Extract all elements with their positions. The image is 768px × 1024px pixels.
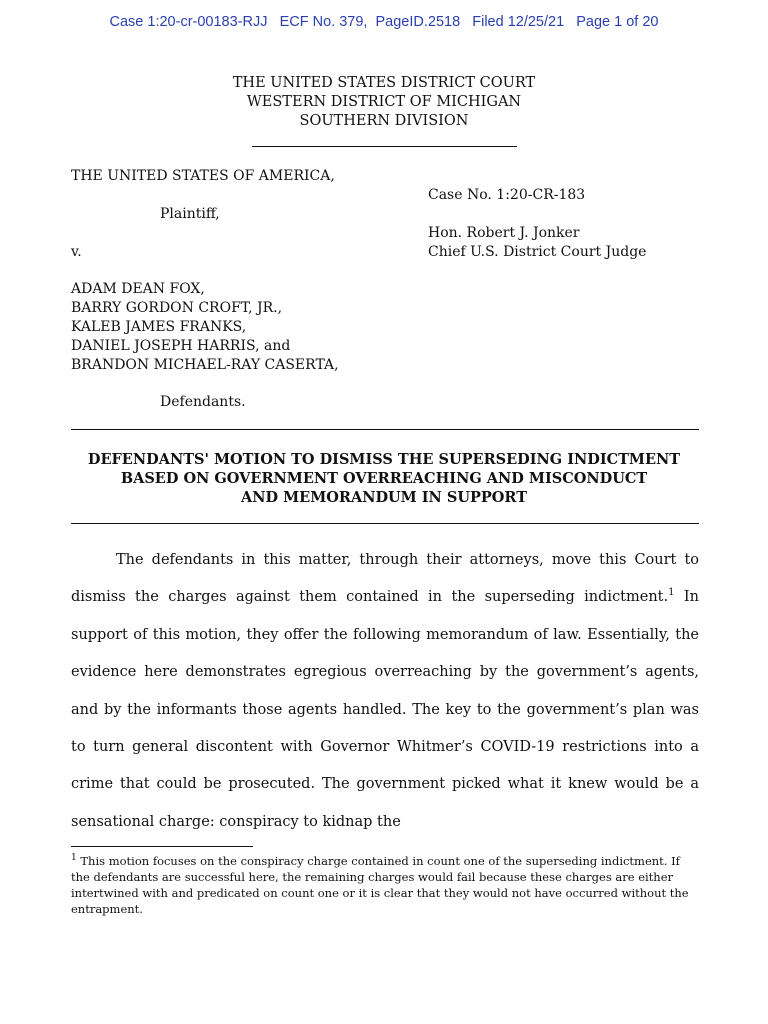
footnote-text: This motion focuses on the conspiracy charge contained in count one of the superseding indictment. If the defendants are successful here, the remaining charges would fail because these charges are either intertwined with and predicated on count one or it is clear that they would not have occurred without the entrapment.	[71, 854, 689, 916]
title-line-2: BASED ON GOVERNMENT OVERREACHING AND MISCONDUCT	[120, 470, 648, 487]
ecf-number: ECF No. 379,	[279, 14, 368, 30]
footnote-mark: 1	[71, 853, 77, 864]
defendant-list	[71, 280, 339, 375]
defendant-name: ADAM DEAN FOX,	[71, 281, 205, 297]
title-divider-top	[71, 429, 699, 430]
ecf-header	[0, 14, 768, 30]
defendant-name: KALEB JAMES FRANKS,	[71, 319, 247, 335]
motion-title	[0, 450, 768, 507]
body-text-part-2: In support of this motion, they offer the following memorandum of law. Essentially, the evidence here demonstrates egregious overreaching by the government’s agents, and by the informants those agents handled. The key to the government’s plan was to turn general discontent with Governor Whitmer’s COVID-19 restrictions into a crime that could be prosecuted. The government picked what it knew would be a sensational charge: conspiracy to kidnap the	[71, 589, 699, 830]
defendant-name: BARRY GORDON CROFT, JR.,	[71, 300, 283, 316]
page-count: Page 1 of 20	[576, 14, 659, 30]
case-number: Case 1:20-cr-00183-RJJ	[109, 14, 268, 30]
court-heading	[0, 74, 768, 131]
court-line-3: SOUTHERN DIVISION	[299, 113, 469, 129]
title-divider-bottom	[71, 523, 699, 524]
filed-date: Filed 12/25/21	[472, 14, 565, 30]
body-paragraph	[71, 542, 699, 841]
versus: v.	[71, 244, 82, 260]
page-id: PageID.2518	[375, 14, 461, 30]
court-line-2: WESTERN DISTRICT OF MICHIGAN	[246, 94, 522, 110]
defendant-name: BRANDON MICHAEL-RAY CASERTA,	[71, 357, 339, 373]
body-text-part-1: The defendants in this matter, through their attorneys, move this Court to dismiss the charges against them contained in the superseding indictment.	[71, 552, 699, 606]
defendants-role: Defendants.	[160, 394, 246, 410]
title-line-3: AND MEMORANDUM IN SUPPORT	[240, 489, 527, 506]
footnote-divider	[71, 846, 253, 847]
case-no: Case No. 1:20-CR-183	[428, 187, 586, 203]
court-divider	[252, 146, 517, 147]
judge-title: Chief U.S. District Court Judge	[428, 244, 647, 260]
plaintiff-role: Plaintiff,	[160, 206, 220, 222]
court-line-1: THE UNITED STATES DISTRICT COURT	[232, 75, 536, 91]
footnote	[71, 853, 699, 917]
defendant-name: DANIEL JOSEPH HARRIS, and	[71, 338, 291, 354]
title-line-1: DEFENDANTS' MOTION TO DISMISS THE SUPERSEDING INDICTMENT	[87, 451, 681, 468]
footnote-reference[interactable]: 1	[668, 587, 675, 599]
plaintiff-name: THE UNITED STATES OF AMERICA,	[71, 168, 335, 184]
judge-name: Hon. Robert J. Jonker	[428, 225, 580, 241]
